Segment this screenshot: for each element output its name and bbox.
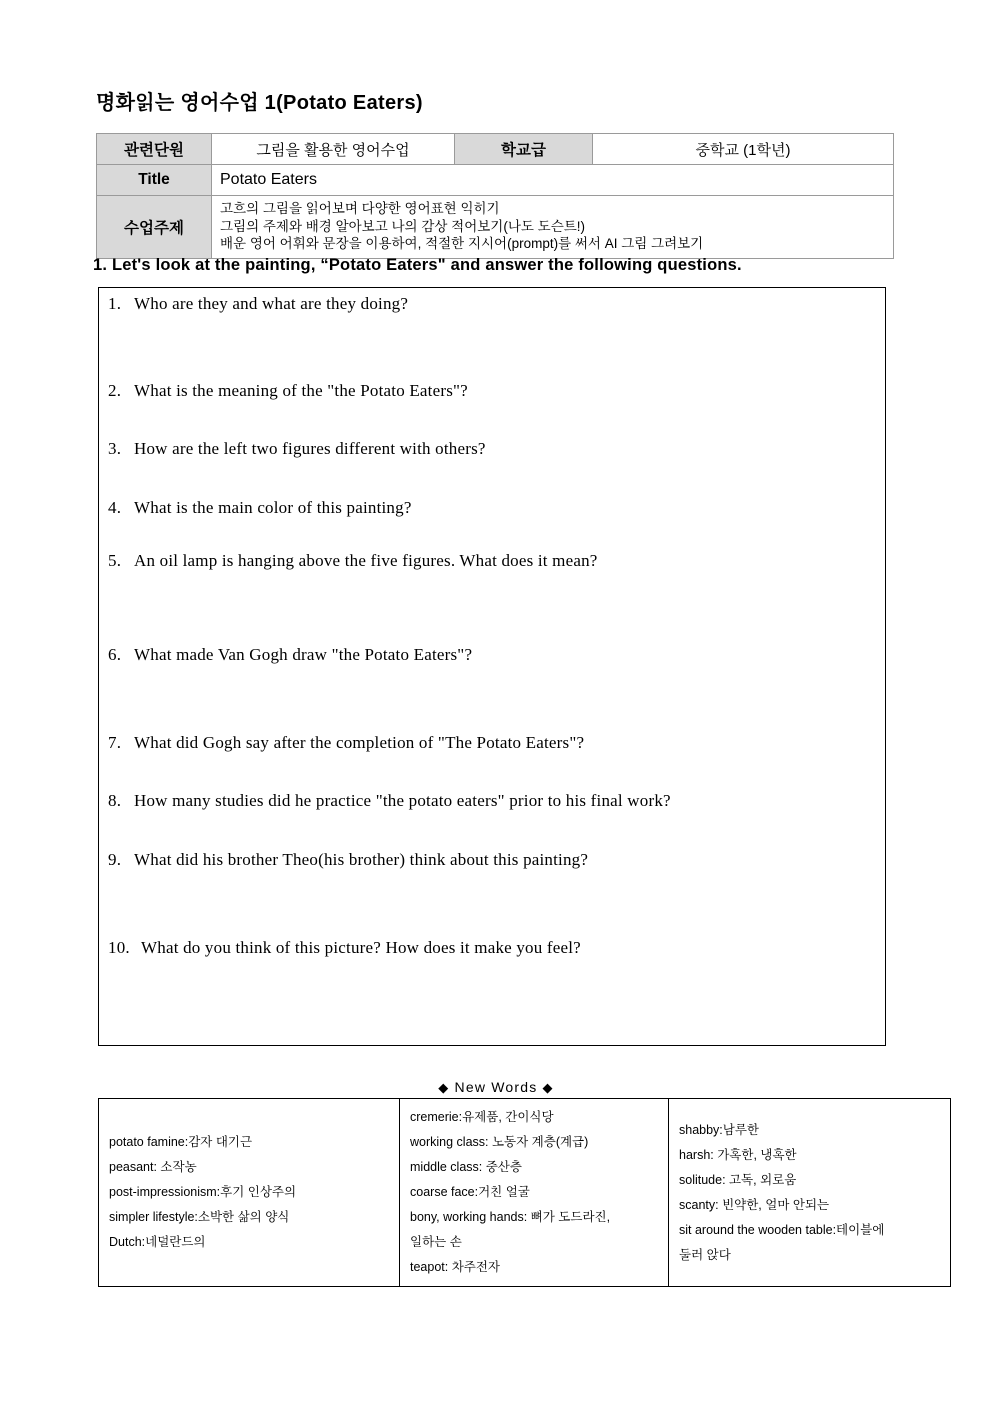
section-heading: 1. Let's look at the painting, “Potato Eaters" and answer the following questions. <box>93 256 742 274</box>
lesson-info-table <box>96 133 894 259</box>
question-text: What did Gogh say after the completion of "The Potato Eaters"? <box>134 733 585 752</box>
topic-line-1: 고흐의 그림을 읽어보며 다양한 영어표현 익히기 <box>220 201 500 216</box>
vocab-entry: cremerie:유제품, 간이식당 <box>410 1110 554 1124</box>
question-item <box>108 439 486 459</box>
topic-line-3: 배운 영어 어휘와 문장을 이용하여, 적절한 지시어(prompt)를 써서 AI 그림 그려보기 <box>220 236 704 251</box>
question-item <box>108 381 468 401</box>
info-label-topic: 수업주제 <box>97 196 212 259</box>
diamond-right-icon: ◆ <box>542 1080 554 1095</box>
question-list <box>99 288 885 1045</box>
question-number: 9. <box>108 850 122 869</box>
question-item <box>108 850 588 870</box>
vocab-entry: harsh: 가혹한, 냉혹한 <box>679 1147 797 1162</box>
vocab-entry: post-impressionism:후기 인상주의 <box>109 1185 297 1199</box>
question-number: 6. <box>108 645 122 664</box>
vocab-entry: bony, working hands: 뼈가 도드라진, <box>410 1210 611 1224</box>
vocab-entry: teapot: 차주전자 <box>410 1260 500 1274</box>
table-row <box>99 1099 951 1287</box>
vocab-entry: 일하는 손 <box>410 1235 462 1249</box>
vocab-entry: working class: 노동자 계층(계급) <box>410 1135 589 1149</box>
question-text: An oil lamp is hanging above the five figures. What does it mean? <box>134 551 598 570</box>
info-value-title: Potato Eaters <box>212 165 894 196</box>
info-value-school-level: 중학교 (1학년) <box>593 134 894 165</box>
new-words-table <box>98 1098 951 1287</box>
vocab-column-3 <box>669 1099 951 1287</box>
vocab-entry: shabby:남루한 <box>679 1122 760 1137</box>
info-label-title: Title <box>97 165 212 196</box>
table-row-title <box>97 165 894 196</box>
question-item <box>108 551 598 571</box>
new-words-heading <box>0 1079 992 1096</box>
question-text: What do you think of this picture? How does it make you feel? <box>141 938 581 957</box>
question-number: 4. <box>108 498 122 517</box>
vocab-entry: Dutch:네덜란드의 <box>109 1235 206 1249</box>
info-value-topic <box>212 196 894 259</box>
vocab-entry: simpler lifestyle:소박한 삶의 양식 <box>109 1210 290 1224</box>
vocab-entry: peasant: 소작농 <box>109 1160 197 1174</box>
question-number: 2. <box>108 381 122 400</box>
info-label-unit: 관련단원 <box>97 134 212 165</box>
vocab-entry: middle class: 중산층 <box>410 1160 522 1174</box>
vocab-column-1 <box>99 1099 400 1287</box>
page-title: 명화읽는 영어수업 1(Potato Eaters) <box>96 92 423 114</box>
question-item <box>108 938 581 958</box>
table-row-unit <box>97 134 894 165</box>
new-words-label: New Words <box>454 1079 538 1095</box>
question-text: What did his brother Theo(his brother) think about this painting? <box>134 850 589 869</box>
question-item <box>108 791 671 811</box>
question-text: How many studies did he practice "the potato eaters" prior to his final work? <box>134 791 671 810</box>
diamond-left-icon: ◆ <box>438 1080 450 1095</box>
vocab-entry: scanty: 빈약한, 얼마 안되는 <box>679 1197 830 1212</box>
topic-line-2: 그림의 주제와 배경 알아보고 나의 감상 적어보기(나도 도슨트!) <box>220 218 586 234</box>
question-item <box>108 498 412 518</box>
question-item <box>108 645 472 665</box>
info-label-school-level: 학교급 <box>455 134 593 165</box>
question-number: 1. <box>108 294 122 313</box>
vocab-entry: sit around the wooden table:테이블에 <box>679 1222 885 1237</box>
question-number: 10. <box>108 938 130 957</box>
question-text: Who are they and what are they doing? <box>134 294 409 313</box>
question-number: 8. <box>108 791 122 810</box>
info-value-unit: 그림을 활용한 영어수업 <box>212 134 455 165</box>
vocab-entry: coarse face:거친 얼굴 <box>410 1185 530 1199</box>
vocab-entry: potato famine:감자 대기근 <box>109 1135 253 1149</box>
question-text: How are the left two figures different with others? <box>134 439 486 458</box>
questions-answer-box <box>98 287 886 1046</box>
question-item <box>108 733 584 753</box>
question-item <box>108 294 408 314</box>
question-text: What is the meaning of the "the Potato Eaters"? <box>134 381 468 400</box>
question-text: What made Van Gogh draw "the Potato Eaters"? <box>134 645 473 664</box>
question-number: 7. <box>108 733 122 752</box>
table-row-topic <box>97 196 894 259</box>
vocab-entry: 둘러 앉다 <box>679 1247 731 1262</box>
question-number: 3. <box>108 439 122 458</box>
vocab-column-2 <box>400 1099 669 1287</box>
question-text: What is the main color of this painting? <box>134 498 412 517</box>
question-number: 5. <box>108 551 122 570</box>
vocab-entry: solitude: 고독, 외로움 <box>679 1172 797 1187</box>
